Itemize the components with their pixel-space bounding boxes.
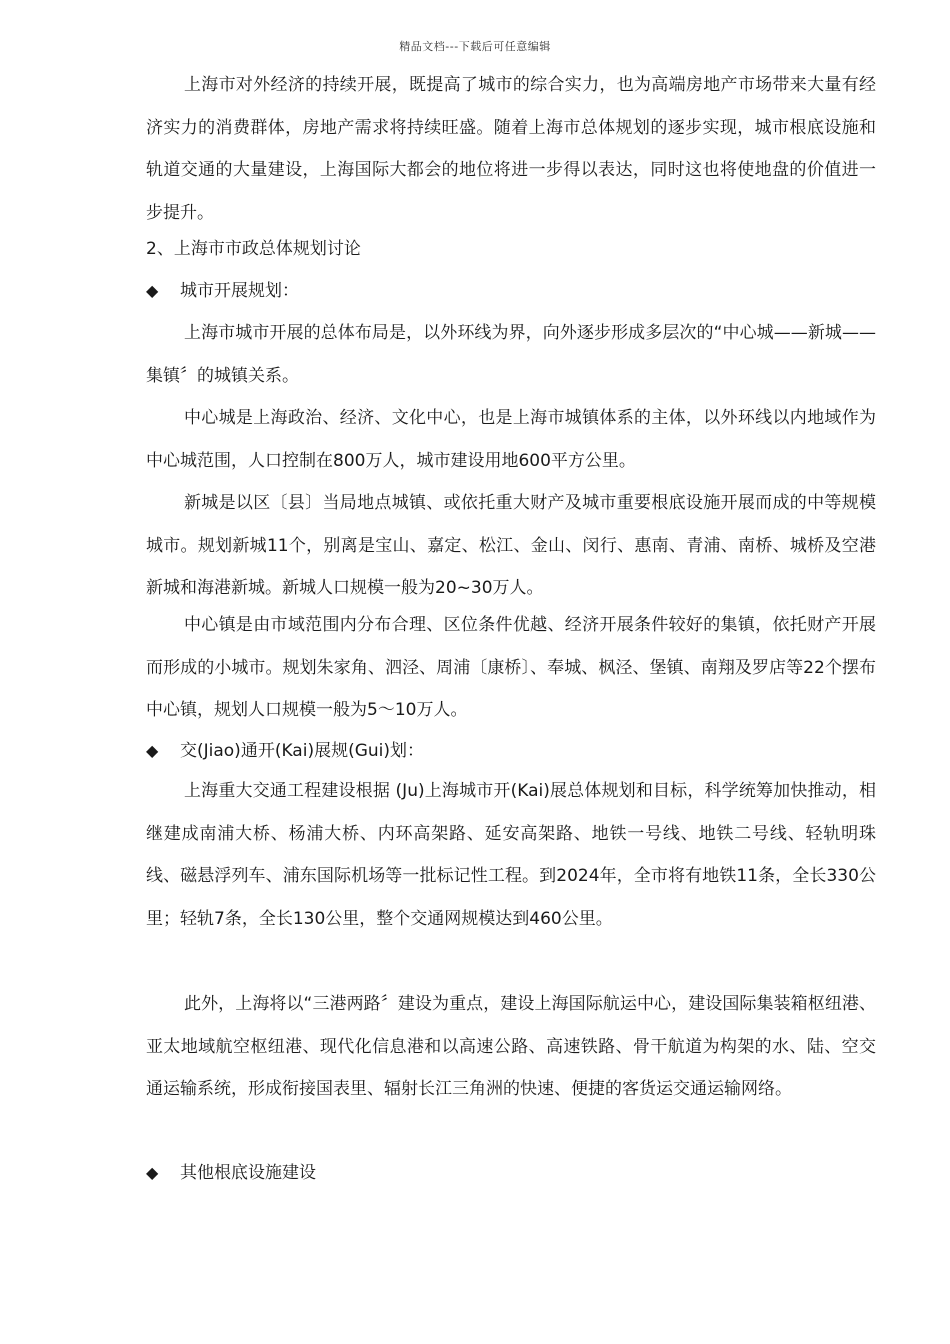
paragraph-new-cities: 新城是以区〔县〕当局地点城镇、或依托重大财产及城市重要根底设施开展而成的中等规模城市。规划新城11个，别离是宝山、嘉定、松江、金山、闵行、惠南、青浦、南桥、城桥及空港新城和海港新城。新城人口规模一般为20~30万人。	[146, 493, 876, 598]
section-heading: 2、上海市市政总体规划讨论	[146, 239, 361, 259]
paragraph-traffic-projects: 上海重大交通工程建设根据 (Ju)上海城市开(Kai)展总体规划和目标，科学统筹加快推动，相继建成南浦大桥、杨浦大桥、内环高架路、延安高架路、地铁一号线、地铁二号线、轻轨明珠线、磁悬浮列车、浦东国际机场等一批标记性工程。到2024年，全市将有地铁11条，全长330公里；轻轨7条，全长130公里，整个交通网规模达到460公里。	[146, 781, 876, 929]
bullet-item-traffic-planning	[146, 730, 876, 773]
paragraph-shipping-center: 此外，上海将以“三港两路〞建设为重点，建设上海国际航运中心，建设国际集装箱枢纽港、亚太地域航空枢纽港、现代化信息港和以高速公路、高速铁路、骨干航道为构架的水、陆、空交通运输系统，形成衔接国表里、辐射长江三角洲的快速、便捷的客货运交通运输网络。	[146, 994, 876, 1099]
diamond-bullet-icon: ◆	[146, 741, 159, 760]
bullet-label: 交(Jiao)通开(Kai)展规(Gui)划：	[180, 741, 425, 761]
paragraph-central-city: 中心城是上海政治、经济、文化中心，也是上海市城镇体系的主体，以外环线以内地域作为中心城范围，人口控制在800万人，城市建设用地600平方公里。	[146, 408, 876, 471]
diamond-bullet-icon: ◆	[146, 281, 159, 300]
diamond-bullet-icon: ◆	[146, 1163, 159, 1182]
paragraph-economy: 上海市对外经济的持续开展，既提高了城市的综合实力，也为高端房地产市场带来大量有经济实力的消费群体，房地产需求将持续旺盛。随着上海市总体规划的逐步实现，城市根底设施和轨道交通的大量建设，上海国际大都会的地位将进一步得以表达，同时这也将使地盘的价值进一步提升。	[146, 75, 876, 223]
paragraph-central-towns: 中心镇是由市域范围内分布合理、区位条件优越、经济开展条件较好的集镇，依托财产开展而形成的小城市。规划朱家角、泗泾、周浦〔康桥〕、奉城、枫泾、堡镇、南翔及罗店等22个摆布中心镇，规划人口规模一般为5～10万人。	[146, 615, 876, 720]
bullet-label: 城市开展规划：	[180, 281, 299, 301]
paragraph-layout: 上海市城市开展的总体布局是，以外环线为界，向外逐步形成多层次的“中心城——新城——集镇〞的城镇关系。	[146, 323, 876, 386]
bullet-label: 其他根底设施建设	[180, 1163, 316, 1183]
bullet-item-city-planning	[146, 270, 876, 313]
bullet-item-other-infrastructure	[146, 1152, 876, 1195]
page-header: 精品文档---下载后可任意编辑	[399, 40, 551, 53]
